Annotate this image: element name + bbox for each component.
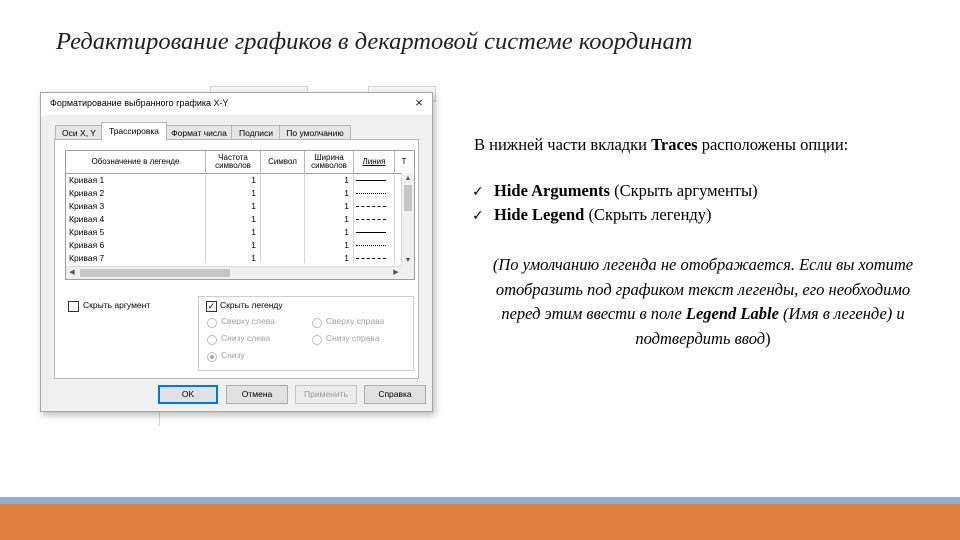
vertical-scrollbar[interactable] xyxy=(401,173,414,279)
scroll-up-icon[interactable]: ▲ xyxy=(404,175,412,182)
line-style-sample xyxy=(356,180,386,181)
table-row[interactable] xyxy=(66,213,414,226)
intro-prefix: В нижней части вкладки xyxy=(474,135,652,154)
radio-bottom-left-label: Снизу слева xyxy=(221,333,271,343)
note-end: ) xyxy=(765,328,771,348)
column-legend-name[interactable]: Обозначение в легенде xyxy=(66,151,206,173)
ok-button[interactable]: OK xyxy=(158,385,218,404)
radio-bottom-right-label: Снизу справа xyxy=(326,333,380,343)
option-hide-arguments xyxy=(472,181,758,201)
apply-button[interactable]: Применить xyxy=(295,385,357,404)
symbol-frequency: 1 xyxy=(251,201,256,211)
footer-accent-line xyxy=(0,497,960,504)
option-rest: (Скрыть аргументы) xyxy=(609,181,758,200)
column-symbol-width[interactable]: Ширина символов xyxy=(305,151,354,173)
symbol-frequency: 1 xyxy=(251,240,256,250)
tab-defaults[interactable]: По умолчанию xyxy=(279,125,351,140)
cancel-button[interactable]: Отмена xyxy=(226,385,288,404)
line-style-sample xyxy=(356,193,386,194)
symbol-frequency: 1 xyxy=(251,253,256,263)
symbol-width: 1 xyxy=(344,227,349,237)
symbol-frequency: 1 xyxy=(251,214,256,224)
tab-labels[interactable]: Подписи xyxy=(231,125,281,140)
horizontal-scrollbar[interactable] xyxy=(66,266,402,279)
table-row[interactable] xyxy=(66,252,414,265)
traces-table xyxy=(65,150,415,280)
table-row[interactable] xyxy=(66,174,414,187)
note-part2: (Имя в легенде) и подтвердить ввод xyxy=(635,304,905,348)
table-row[interactable] xyxy=(66,200,414,213)
slide-title: Редактирование графиков в декартовой системе координат xyxy=(56,28,693,55)
line-style-sample xyxy=(356,245,386,246)
table-row[interactable] xyxy=(66,226,414,239)
radio-bottom-right[interactable] xyxy=(312,335,322,345)
line-style-sample xyxy=(356,206,386,207)
intro-line xyxy=(474,135,848,155)
legend-position-group xyxy=(198,296,414,371)
scroll-right-icon[interactable]: ▶ xyxy=(393,269,399,276)
radio-top-right[interactable] xyxy=(312,318,322,328)
traces-panel xyxy=(54,139,419,379)
radio-top-left-label: Сверху слева xyxy=(221,316,275,326)
table-row[interactable] xyxy=(66,187,414,200)
footer-bar xyxy=(0,504,960,540)
line-style-sample xyxy=(356,232,386,233)
column-symbol[interactable]: Символ xyxy=(261,151,305,173)
trace-name: Кривая 2 xyxy=(69,188,105,198)
checkmark-icon: ✓ xyxy=(472,184,484,200)
table-header xyxy=(66,151,414,174)
option-rest: (Скрыть легенду) xyxy=(584,205,712,224)
scroll-down-icon[interactable]: ▼ xyxy=(404,257,412,264)
symbol-width: 1 xyxy=(344,175,349,185)
option-bold: Hide Legend xyxy=(494,205,585,224)
column-line[interactable]: Линия xyxy=(354,151,395,173)
option-bold: Hide Arguments xyxy=(494,181,610,200)
format-graph-dialog xyxy=(40,92,433,412)
hide-arguments-label: Скрыть аргумент xyxy=(83,300,151,310)
symbol-width: 1 xyxy=(344,214,349,224)
trace-name: Кривая 6 xyxy=(69,240,105,250)
hide-legend-label: Скрыть легенду xyxy=(220,300,283,310)
horizontal-scroll-thumb[interactable] xyxy=(80,269,230,277)
symbol-width: 1 xyxy=(344,253,349,263)
symbol-frequency: 1 xyxy=(251,188,256,198)
note-part1: (По умолчанию легенда не отображается. Если вы хотите отобразить под графиком текст легенды, его необходимо перед этим ввести в поле xyxy=(492,255,914,323)
symbol-frequency: 1 xyxy=(251,175,256,185)
hide-legend-checkbox[interactable]: ✓ xyxy=(207,301,216,311)
radio-top-left[interactable] xyxy=(207,318,217,328)
radio-top-right-label: Сверху справа xyxy=(326,316,385,326)
note-bold: Legend Lable xyxy=(685,304,779,323)
dialog-title: Форматирование выбранного графика X-Y xyxy=(50,98,229,108)
radio-bottom-left[interactable] xyxy=(207,335,217,345)
legend-note xyxy=(478,253,928,351)
vertical-scroll-thumb[interactable] xyxy=(404,185,412,211)
line-style-sample xyxy=(356,258,386,259)
tab-number-format[interactable]: Формат числа xyxy=(165,125,233,140)
trace-name: Кривая 4 xyxy=(69,214,105,224)
radio-bottom-label: Снизу xyxy=(221,350,245,360)
trace-name: Кривая 1 xyxy=(69,175,105,185)
column-symbol-frequency[interactable]: Частота символов xyxy=(206,151,261,173)
intro-bold: Traces xyxy=(651,135,698,154)
table-row[interactable] xyxy=(66,239,414,252)
tab-axes[interactable]: Оси X, Y xyxy=(55,125,103,140)
symbol-width: 1 xyxy=(344,188,349,198)
symbol-frequency: 1 xyxy=(251,227,256,237)
option-hide-legend xyxy=(472,205,712,225)
trace-name: Кривая 7 xyxy=(69,253,105,263)
trace-name: Кривая 3 xyxy=(69,201,105,211)
symbol-width: 1 xyxy=(344,201,349,211)
symbol-width: 1 xyxy=(344,240,349,250)
radio-bottom[interactable] xyxy=(207,352,217,362)
intro-suffix: расположены опции: xyxy=(697,135,849,154)
trace-name: Кривая 5 xyxy=(69,227,105,237)
column-type[interactable]: Т xyxy=(401,157,407,166)
close-icon[interactable]: × xyxy=(415,95,423,110)
checkmark-icon: ✓ xyxy=(472,208,484,224)
scroll-left-icon[interactable]: ◀ xyxy=(69,269,75,276)
line-style-sample xyxy=(356,219,386,220)
tab-traces[interactable]: Трассировка xyxy=(101,122,167,141)
hide-arguments-checkbox[interactable] xyxy=(68,301,79,312)
dialog-titlebar xyxy=(41,93,432,115)
help-button[interactable]: Справка xyxy=(364,385,426,404)
